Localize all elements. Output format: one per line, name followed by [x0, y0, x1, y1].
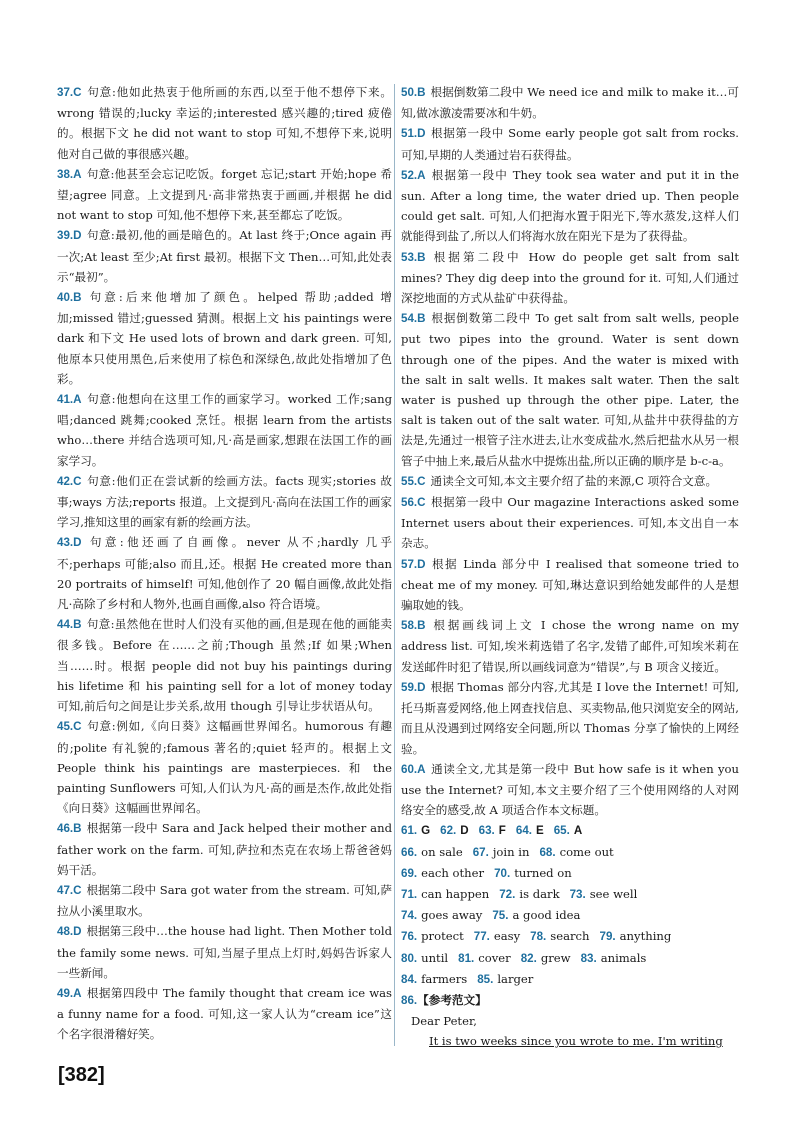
explanation-text: 句意:后来他增加了颜色。helped 帮助;added 增加;missed 错过;guessed 猜测。根据上文 his paintings were dark 和下文 He used lots of brown and dark green. 可知,他原本只使用黑色,后来使用了棕色和深绿色,故此处指增加了色彩。 — [57, 290, 392, 386]
short-answer-row — [401, 820, 739, 841]
question-number: 49. — [57, 986, 74, 1000]
short-answer-number: 75. — [492, 909, 509, 923]
column-divider — [394, 84, 395, 1046]
answer-letter: C — [73, 720, 82, 734]
short-answer — [401, 884, 489, 905]
explanation-text: 句意:他甚至会忘记吃饭。forget 忘记;start 开始;hope 希望;agree 同意。上文提到凡·高非常热衷于画画,并根据 he did not want to stop 可知,他不想停下来,甚至都忘了吃饭。 — [57, 166, 392, 223]
answer-item — [401, 615, 739, 677]
answer-item — [401, 82, 739, 123]
answer-letter: B — [73, 822, 82, 836]
answer-item — [401, 247, 739, 309]
short-answer-value: larger — [497, 971, 534, 986]
short-answer — [401, 926, 464, 947]
explanation-text: 根据第一段中 Our magazine Interactions asked some Internet users about their experiences. 可知,本文出自一本杂志。 — [401, 495, 739, 551]
short-answer — [474, 926, 520, 947]
short-answer-number: 65. — [553, 824, 570, 838]
answer-item — [57, 716, 392, 818]
answer-letter: D — [73, 536, 82, 550]
short-answer-number: 85. — [477, 972, 494, 986]
question-number: 59. — [401, 680, 418, 694]
short-answer — [401, 948, 448, 969]
short-answer — [600, 926, 672, 947]
question-number: 45. — [57, 720, 74, 734]
answer-letter: D — [73, 925, 82, 939]
short-answer — [473, 842, 530, 863]
answer-letter: A — [417, 762, 426, 776]
short-answer-number: 79. — [599, 930, 616, 944]
explanation-text: 句意:他还画了自画像。never 从不;hardly 几乎不;perhaps 可能;also 而且,还。根据 He created more than 20 portraits of himself! 可知,他创作了 20 幅自画像,故此处指凡·高除了乡村和人物外,也画自画像,also 符合语境。 — [57, 535, 392, 612]
short-answer-number: 70. — [494, 866, 511, 880]
answer-item — [57, 82, 392, 164]
short-answer-value: come out — [559, 844, 614, 859]
answer-item — [401, 471, 739, 492]
short-answer-number: 73. — [569, 887, 586, 901]
answer-letter: C — [73, 883, 82, 897]
answer-letter: B — [417, 250, 426, 264]
answer-letter: B — [417, 86, 426, 99]
short-answer — [458, 948, 511, 969]
answer-item — [401, 759, 739, 821]
question-number: 38. — [57, 167, 74, 181]
short-answer-number: 83. — [580, 951, 597, 965]
question-number: 54. — [401, 312, 418, 326]
short-answer — [570, 884, 638, 905]
answer-letter: D — [417, 557, 426, 571]
explanation-text: 根据第二段中 How do people get salt from salt mines? They dig deep into the ground for it. 可知,人们通过深挖地面的方式从盐矿中获得盐。 — [401, 249, 739, 306]
answer-letter: C — [417, 474, 426, 488]
question-number: 40. — [57, 291, 74, 305]
short-answer-number: 68. — [539, 845, 556, 859]
answer-letter: B — [73, 291, 82, 305]
explanation-text: 通读全文可知,本文主要介绍了盐的来源,C 项符合文意。 — [430, 473, 718, 488]
answer-item — [57, 880, 392, 921]
short-answer — [477, 969, 533, 990]
explanation-text: 句意:他想向在这里工作的画家学习。worked 工作;sang 唱;danced 跳舞;cooked 烹饪。根据 learn from the artists who…there 并结合选项可知,凡·高是画家,想跟在法国工作的画家学习。 — [57, 392, 392, 468]
short-answer-number: 72. — [499, 887, 516, 901]
answer-item — [57, 471, 392, 533]
short-answer-number: 67. — [472, 845, 489, 859]
answer-letter: C — [73, 474, 82, 488]
short-answer — [521, 948, 571, 969]
short-answer-number: 78. — [530, 930, 547, 944]
short-answer — [401, 905, 482, 926]
question-number: 48. — [57, 925, 74, 939]
right-column — [401, 82, 739, 1052]
short-answer — [499, 884, 559, 905]
short-answer-value: see well — [589, 886, 638, 901]
explanation-text: 通读全文,尤其是第一段中 But how safe is it when you use the Internet? 可知,本文主要介绍了三个使用网络的人对网络安全的感受,故 A 项适合作本文标题。 — [401, 761, 739, 818]
explanation-text: 根据第一段中 They took sea water and put it in the sun. After a long time, the water dried up. Then people could get salt. 可知,人们把海水置于阳光下,等水蒸发,这样人们就能得到盐了,所以人们将海水放在阳光下是为了获得盐。 — [401, 167, 739, 244]
short-answer-number: 74. — [401, 909, 418, 923]
short-answer-value: F — [498, 824, 506, 838]
short-answer-row — [401, 926, 739, 947]
answer-item — [57, 164, 392, 226]
short-answer-value: protect — [421, 929, 464, 944]
question-number: 42. — [57, 474, 74, 488]
short-answer-number: 76. — [401, 930, 418, 944]
question-number: 52. — [401, 168, 418, 182]
essay-number: 86. — [401, 993, 418, 1007]
answer-letter: B — [73, 618, 82, 632]
answer-letter: A — [73, 986, 82, 1000]
question-number: 46. — [57, 822, 74, 836]
question-number: 58. — [401, 619, 418, 633]
short-answer — [530, 926, 589, 947]
explanation-text: 根据第一段中 Sara and Jack helped their mother and father work on the farm. 可知,萨拉和杰克在农场上帮爸爸妈妈干活。 — [57, 821, 392, 877]
short-answer-value: join in — [492, 844, 530, 859]
explanation-text: 句意:虽然他在世时人们没有买他的画,但是现在他的画能卖很多钱。Before 在……之前;Though 虽然;If 如果;When 当……时。根据 people did not buy his paintings during his lifetime 和 his painting sell for a lot of money today 可知,前后句之间是让步关系,故用 though 引导让步状语从句。 — [57, 617, 392, 714]
question-number: 37. — [57, 86, 74, 99]
short-answer-number: 77. — [473, 930, 490, 944]
short-answer — [516, 820, 544, 841]
answer-item — [401, 554, 739, 616]
short-answer-number: 82. — [520, 951, 537, 965]
short-answer-value: easy — [493, 929, 521, 944]
answer-letter: C — [73, 86, 82, 99]
left-column — [57, 82, 392, 1045]
answer-letter: A — [73, 167, 82, 181]
short-answer-value: search — [550, 929, 590, 944]
short-answer-row — [401, 905, 739, 926]
answer-letter: B — [417, 619, 426, 633]
essay-first-line: It is two weeks since you wrote to me. I'm writing — [429, 1034, 723, 1049]
answer-item — [401, 677, 739, 759]
essay-greeting: Dear Peter, — [411, 1014, 477, 1029]
short-answer — [554, 820, 583, 841]
short-answer — [401, 863, 484, 884]
question-number: 60. — [401, 762, 418, 776]
short-answer-value: on sale — [421, 844, 463, 859]
essay-heading — [401, 990, 739, 1011]
question-number: 47. — [57, 883, 74, 897]
short-answer — [401, 842, 463, 863]
short-answer-value: can happen — [421, 886, 490, 901]
question-number: 41. — [57, 393, 74, 407]
short-answer-number: 84. — [401, 972, 418, 986]
answer-item — [57, 818, 392, 880]
short-answer-number: 71. — [401, 887, 418, 901]
answer-letter: B — [417, 312, 426, 326]
short-answer-value: grew — [540, 950, 571, 965]
explanation-text: 句意:他们正在尝试新的绘画方法。facts 现实;stories 故事;ways 方法;reports 报道。上文提到凡·高向在法国工作的画家学习,推知这里的画家有新的绘画方法。 — [57, 473, 392, 530]
question-number: 53. — [401, 250, 418, 264]
short-answer-value: G — [421, 824, 431, 838]
question-number: 55. — [401, 474, 418, 488]
essay-label: 【参考范文】 — [417, 992, 487, 1007]
question-number: 39. — [57, 229, 74, 243]
short-answer — [401, 820, 430, 841]
short-answer-value: D — [460, 824, 469, 838]
explanation-text: 根据 Thomas 部分内容,尤其是 I love the Internet! 可知,托马斯喜爱网络,他上网查找信息、买卖物品,他只浏览安全的网站,而且从没遇到过网络安全问题,所以 Thomas 分享了愉快的上网经验。 — [401, 679, 739, 756]
question-number: 57. — [401, 557, 418, 571]
short-answer-value: a good idea — [512, 908, 581, 923]
answer-item — [57, 532, 392, 614]
short-answer — [401, 969, 467, 990]
explanation-text: 根据第一段中 Some early people got salt from rocks. 可知,早期的人类通过岩石获得盐。 — [401, 126, 739, 162]
explanation-text: 句意:他如此热衷于他所画的东西,以至于他不想停下来。wrong 错误的;lucky 幸运的;interested 感兴趣的;tired 疲倦的。根据下文 he did not want to stop 可知,不想停下来,说明他对自己做的事很感兴趣。 — [57, 85, 392, 161]
short-answer-number: 61. — [401, 824, 418, 838]
explanation-text: 根据倒数第二段中 We need ice and milk to make it…可知,做冰激凌需要冰和牛奶。 — [401, 85, 739, 121]
short-answer-value: until — [421, 950, 449, 965]
explanation-text: 根据 Linda 部分中 I realised that someone tried to cheat me of my money. 可知,琳达意识到给她发邮件的人是想骗取她的钱。 — [401, 556, 739, 613]
short-answer-value: animals — [600, 950, 647, 965]
short-answer-row — [401, 842, 739, 863]
short-answer-value: farmers — [421, 971, 468, 986]
short-answer-value: is dark — [519, 886, 560, 901]
explanation-text: 句意:最初,他的画是暗色的。At last 终于;Once again 再一次;At least 至少;At first 最初。根据下文 Then…可知,此处表示“最初”。 — [57, 228, 392, 284]
short-answer-number: 66. — [401, 845, 418, 859]
short-answer-value: A — [573, 824, 583, 838]
answer-letter: A — [73, 393, 82, 407]
answer-letter: D — [73, 229, 82, 243]
answer-item — [57, 389, 392, 471]
question-number: 51. — [401, 127, 418, 141]
short-answer-row — [401, 863, 739, 884]
page-number-value: 382 — [64, 1064, 99, 1086]
question-number: 56. — [401, 496, 418, 510]
short-answer-row — [401, 884, 739, 905]
explanation-text: 根据第三段中…the house had light. Then Mother told the family some news. 可知,当屋子里点上灯时,妈妈告诉家人一些新闻。 — [57, 924, 392, 980]
short-answer — [479, 820, 506, 841]
short-answer-number: 80. — [401, 951, 418, 965]
short-answer-value: E — [536, 824, 544, 838]
answer-item — [57, 225, 392, 287]
short-answer-number: 64. — [515, 824, 532, 838]
answer-letter: A — [417, 168, 426, 182]
short-answer-number: 81. — [458, 951, 475, 965]
answer-letter: D — [417, 127, 426, 141]
answer-item — [401, 308, 739, 471]
short-answer-value: anything — [619, 929, 672, 944]
short-answer-number: 69. — [401, 866, 418, 880]
answer-item — [401, 492, 739, 554]
answer-item — [57, 614, 392, 716]
answer-item — [57, 983, 392, 1045]
explanation-text: 句意:例如,《向日葵》这幅画世界闻名。humorous 有趣的;polite 有礼貌的;famous 著名的;quiet 轻声的。根据上文 People think his paintings are masterpieces. 和 the painting Sunflowers 可知,人们认为凡·高的画是杰作,故此处指《向日葵》这幅画世界闻名。 — [57, 719, 392, 816]
short-answer-number: 63. — [478, 824, 495, 838]
short-answer — [581, 948, 647, 969]
question-number: 43. — [57, 536, 74, 550]
short-answer — [539, 842, 613, 863]
answer-item — [57, 921, 392, 983]
answer-item — [57, 287, 392, 389]
explanation-text: 根据倒数第二段中 To get salt from salt wells, people put two pipes into the ground. Water is sent down through one of the pipes. And the water is mixed with the salt in salt wells. It makes salt water. Then the salt water is pushed up through the other pipe. Later, the salt is taken out of the salt water. 可知,从盐井中获得盐的方法是,先通过一根管子注水进去,让水变成盐水,然后把盐水从另一根管子中抽上来,最后从盐水中提炼出盐,所以正确的顺序是 b-c-a。 — [401, 311, 739, 468]
answer-letter: C — [417, 496, 426, 510]
short-answer-value: turned on — [514, 865, 572, 880]
short-answer-row — [401, 948, 739, 969]
answer-item — [401, 165, 739, 247]
explanation-text: 根据第二段中 Sara got water from the stream. 可知,萨拉从小溪里取水。 — [57, 882, 392, 919]
short-answer-number: 62. — [440, 824, 457, 838]
answer-letter: D — [417, 680, 426, 694]
short-answer — [494, 863, 572, 884]
short-answer-value: each other — [421, 865, 485, 880]
short-answer — [440, 820, 469, 841]
short-answer-value: goes away — [421, 908, 483, 923]
page-number: [382] — [58, 1064, 105, 1086]
short-answer-value: cover — [478, 950, 511, 965]
explanation-text: 根据第四段中 The family thought that cream ice was a funny name for a food. 可知,这一家人认为“cream ice”这个名字很滑稽好笑。 — [57, 985, 392, 1042]
short-answer — [492, 905, 580, 926]
explanation-text: 根据画线词上文 I chose the wrong name on my address list. 可知,埃米莉选错了名字,发错了邮件,可知埃米莉在发送邮件时犯了错误,所以画线词意为“错误”,与 B 项含义接近。 — [401, 618, 739, 674]
answer-item — [401, 123, 739, 164]
short-answer-row — [401, 969, 739, 990]
question-number: 44. — [57, 618, 74, 632]
question-number: 50. — [401, 86, 418, 99]
